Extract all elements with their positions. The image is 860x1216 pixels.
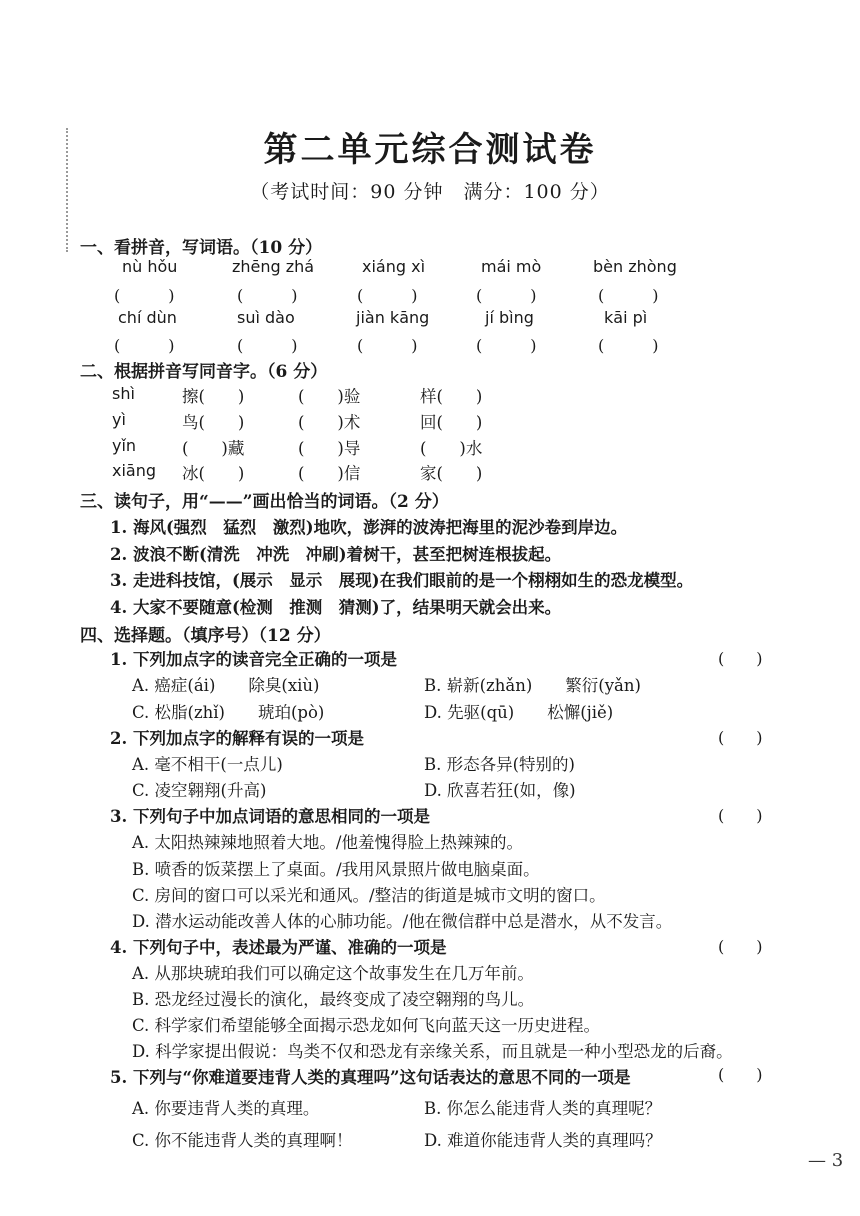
option-c[interactable]: C. 凌空翱翔(升高) bbox=[132, 781, 267, 800]
option-c[interactable]: C. 松脂(zhǐ) 琥珀(pò) bbox=[132, 703, 325, 722]
homophone-blank[interactable]: ( )术 bbox=[298, 413, 361, 432]
question-stem: 1. 下列加点字的读音完全正确的一项是 bbox=[110, 650, 397, 669]
pinyin-item: nù hǒu bbox=[122, 257, 178, 276]
answer-blank[interactable]: ( ) bbox=[598, 336, 659, 355]
homophone-blank[interactable]: ( )藏 bbox=[182, 439, 245, 458]
homophone-blank[interactable]: 家( ) bbox=[420, 464, 483, 483]
sentence-item[interactable]: 3. 走进科技馆，(展示 显示 展现)在我们眼前的是一个栩栩如生的恐龙模型。 bbox=[110, 571, 694, 590]
option-c[interactable]: C. 你不能违背人类的真理啊！ bbox=[132, 1131, 353, 1150]
answer-blank[interactable]: ( ) bbox=[357, 286, 418, 305]
question-stem: 5. 下列与“你难道要违背人类的真理吗”这句话表达的意思不同的一项是 bbox=[110, 1068, 631, 1087]
option-c[interactable]: C. 房间的窗口可以采光和通风。/整洁的街道是城市文明的窗口。 bbox=[132, 886, 606, 905]
option-d[interactable]: D. 欣喜若狂(如，像) bbox=[424, 781, 576, 800]
homophone-blank[interactable]: 冰( ) bbox=[182, 464, 245, 483]
option-d[interactable]: D. 科学家提出假说：鸟类不仅和恐龙有亲缘关系，而且就是一种小型恐龙的后裔。 bbox=[132, 1042, 733, 1061]
homophone-blank[interactable]: 回( ) bbox=[420, 413, 483, 432]
option-d[interactable]: D. 潜水运动能改善人体的心肺功能。/他在微信群中总是潜水，从不发言。 bbox=[132, 912, 673, 931]
option-b[interactable]: B. 崭新(zhǎn) 繁衍(yǎn) bbox=[424, 676, 641, 695]
section3-heading: 三、读句子，用“——”画出恰当的词语。（2 分） bbox=[80, 492, 449, 512]
pinyin-item: jí bìng bbox=[485, 308, 534, 327]
option-a[interactable]: A. 太阳热辣辣地照着大地。/他羞愧得脸上热辣辣的。 bbox=[132, 833, 523, 852]
answer-blank[interactable]: ( ) bbox=[718, 1065, 763, 1084]
homophone-pinyin: shì bbox=[112, 384, 135, 403]
page-number: — 3 bbox=[808, 1150, 844, 1171]
answer-blank[interactable]: ( ) bbox=[476, 336, 537, 355]
answer-blank[interactable]: ( ) bbox=[237, 286, 298, 305]
option-a[interactable]: A. 你要违背人类的真理。 bbox=[132, 1099, 320, 1118]
homophone-blank[interactable]: 样( ) bbox=[420, 387, 483, 406]
answer-blank[interactable]: ( ) bbox=[718, 728, 763, 747]
answer-blank[interactable]: ( ) bbox=[718, 806, 763, 825]
section2-heading: 二、根据拼音写同音字。（6 分） bbox=[80, 362, 328, 382]
homophone-pinyin: xiāng bbox=[112, 461, 157, 480]
section4-heading: 四、选择题。（填序号）（12 分） bbox=[80, 626, 331, 646]
option-c[interactable]: C. 科学家们希望能够全面揭示恐龙如何飞向蓝天这一历史进程。 bbox=[132, 1016, 601, 1035]
question-stem: 2. 下列加点字的解释有误的一项是 bbox=[110, 729, 364, 748]
question-stem: 4. 下列句子中，表述最为严谨、准确的一项是 bbox=[110, 938, 447, 957]
homophone-blank[interactable]: 擦( ) bbox=[182, 387, 245, 406]
answer-blank[interactable]: ( ) bbox=[114, 336, 175, 355]
homophone-pinyin: yì bbox=[112, 410, 126, 429]
answer-blank[interactable]: ( ) bbox=[598, 286, 659, 305]
sentence-item[interactable]: 2. 波浪不断(清洗 冲洗 冲刷)着树干，甚至把树连根拔起。 bbox=[110, 545, 562, 564]
option-d[interactable]: D. 先驱(qū) 松懈(jiě) bbox=[424, 703, 614, 722]
answer-blank[interactable]: ( ) bbox=[237, 336, 298, 355]
answer-blank[interactable]: ( ) bbox=[718, 649, 763, 668]
page-title: 第二单元综合测试卷 bbox=[263, 130, 597, 170]
option-a[interactable]: A. 癌症(ái) 除臭(xiù) bbox=[132, 676, 320, 695]
pinyin-item: chí dùn bbox=[118, 308, 177, 327]
section1-heading: 一、看拼音，写词语。（10 分） bbox=[80, 238, 323, 258]
question-stem: 3. 下列句子中加点词语的意思相同的一项是 bbox=[110, 807, 430, 826]
option-b[interactable]: B. 恐龙经过漫长的演化，最终变成了凌空翱翔的鸟儿。 bbox=[132, 990, 535, 1009]
answer-blank[interactable]: ( ) bbox=[357, 336, 418, 355]
homophone-blank[interactable]: ( )导 bbox=[298, 439, 361, 458]
homophone-blank[interactable]: ( )信 bbox=[298, 464, 361, 483]
option-b[interactable]: B. 形态各异(特别的) bbox=[424, 755, 575, 774]
homophone-blank[interactable]: ( )验 bbox=[298, 387, 361, 406]
sentence-item[interactable]: 1. 海风(强烈 猛烈 激烈)地吹，澎湃的波涛把海里的泥沙卷到岸边。 bbox=[110, 518, 628, 537]
pinyin-item: zhēng zhá bbox=[232, 257, 315, 276]
option-a[interactable]: A. 毫不相干(一点儿) bbox=[132, 755, 283, 774]
page-subtitle: （考试时间：90 分钟 满分：100 分） bbox=[250, 181, 610, 203]
answer-blank[interactable]: ( ) bbox=[114, 286, 175, 305]
pinyin-item: bèn zhòng bbox=[593, 257, 677, 276]
option-d[interactable]: D. 难道你能违背人类的真理吗？ bbox=[424, 1131, 662, 1150]
answer-blank[interactable]: ( ) bbox=[718, 937, 763, 956]
sentence-item[interactable]: 4. 大家不要随意(检测 推测 猜测)了，结果明天就会出来。 bbox=[110, 598, 562, 617]
option-a[interactable]: A. 从那块琥珀我们可以确定这个故事发生在几万年前。 bbox=[132, 964, 534, 983]
pinyin-item: mái mò bbox=[481, 257, 542, 276]
homophone-pinyin: yǐn bbox=[112, 436, 137, 455]
homophone-blank[interactable]: 鸟( ) bbox=[182, 413, 245, 432]
answer-blank[interactable]: ( ) bbox=[476, 286, 537, 305]
pinyin-item: jiàn kāng bbox=[356, 308, 430, 327]
pinyin-item: kāi pì bbox=[604, 308, 648, 327]
option-b[interactable]: B. 你怎么能违背人类的真理呢？ bbox=[424, 1099, 662, 1118]
option-b[interactable]: B. 喷香的饭菜摆上了桌面。/我用风景照片做电脑桌面。 bbox=[132, 860, 540, 879]
homophone-blank[interactable]: ( )水 bbox=[420, 439, 483, 458]
pinyin-item: xiáng xì bbox=[362, 257, 426, 276]
pinyin-item: suì dào bbox=[237, 308, 295, 327]
